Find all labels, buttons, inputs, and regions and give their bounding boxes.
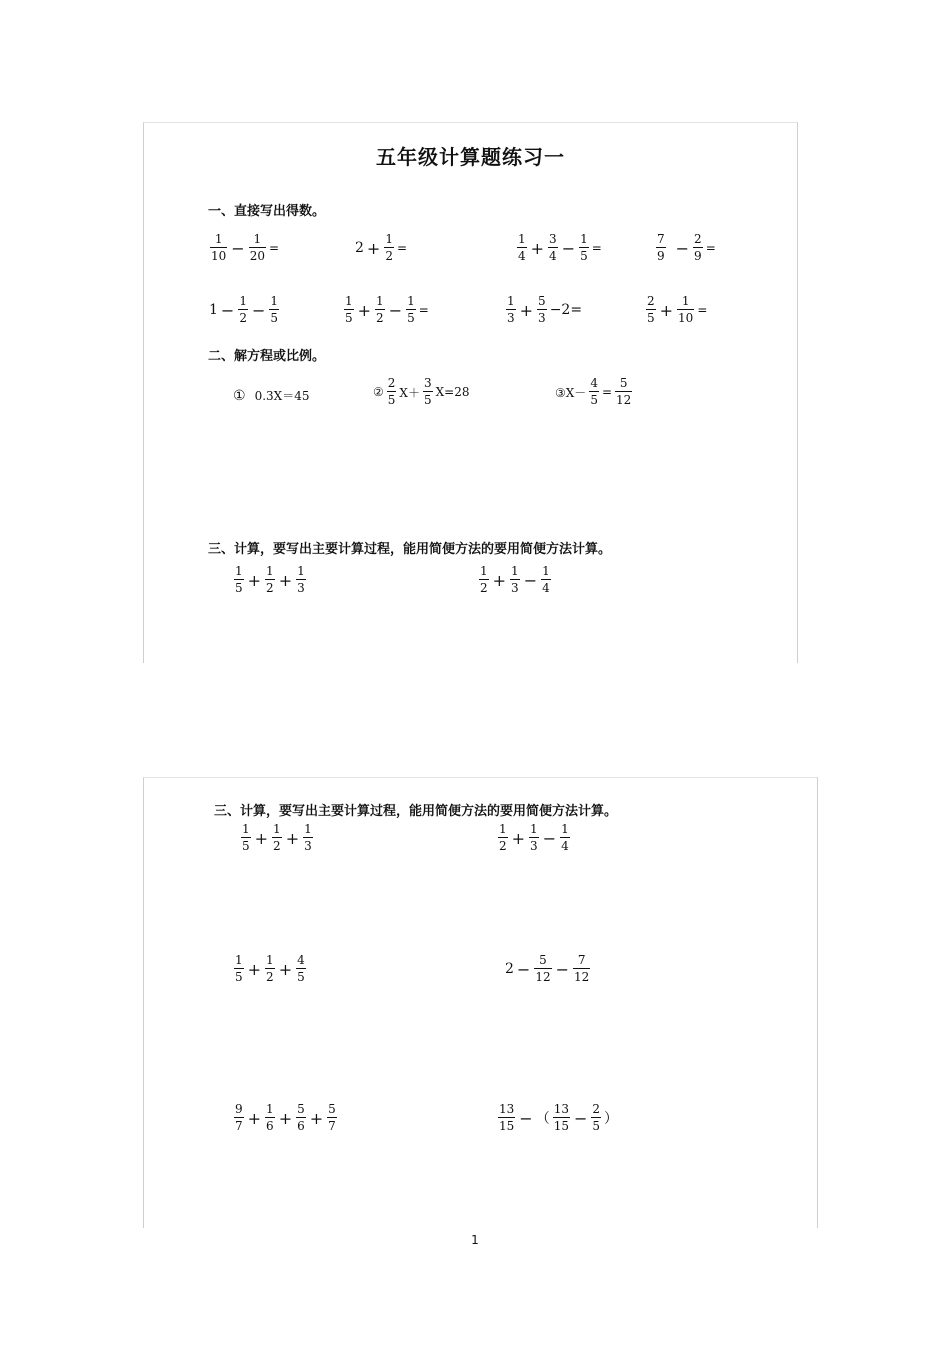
fraction: $\frac{1}{3}$ — [511, 564, 519, 595]
problem-2-1: 1 − $\frac{1}{2}$ − $\frac{1}{5}$ — [209, 294, 279, 325]
calc-problem-2: $\frac{1}{2}$ + $\frac{1}{3}$ − $\frac{1}{4}$ — [499, 822, 569, 853]
fraction: $\frac{1}{3}$ — [507, 294, 515, 325]
calc-problem-1: $\frac{1}{5}$ + $\frac{1}{2}$ + $\frac{1}{3}$ — [242, 822, 312, 853]
fraction: $\frac{1}{10}$ — [211, 232, 227, 263]
calc-problem-5: $\frac{9}{7}$ + $\frac{1}{6}$ + $\frac{5}{6}$ + $\frac{5}{7}$ — [235, 1102, 336, 1133]
section-3-heading: 三、计算，要写出主要计算过程，能用简便方法的要用简便方法计算。 — [208, 542, 612, 557]
fraction: $\frac{3}{4}$ — [549, 232, 557, 263]
fraction: $\frac{1}{5}$ — [407, 294, 415, 325]
equation-1: ① 0.3X＝45 — [233, 387, 310, 404]
fraction: $\frac{3}{5}$ — [423, 376, 432, 407]
fraction: $\frac{1}{4}$ — [518, 232, 526, 263]
fraction: $\frac{1}{3}$ — [530, 822, 538, 853]
problem-2-2: $\frac{1}{5}$ + $\frac{1}{2}$ − $\frac{1}{5}$ = — [345, 294, 429, 325]
fraction: $\frac{1}{2}$ — [376, 294, 384, 325]
fraction: $\frac{2}{9}$ — [694, 232, 702, 263]
problem-1-1: $\frac{1}{10}$ − $\frac{1}{20}$ = — [211, 232, 280, 263]
fraction: $\frac{1}{5}$ — [235, 564, 243, 595]
problem-1-4: $\frac{7}{9}$ − $\frac{2}{9}$ = — [657, 232, 716, 263]
fraction: $\frac{1}{5}$ — [242, 822, 250, 853]
fraction: $\frac{1}{4}$ — [561, 822, 569, 853]
worksheet-page-2 — [143, 777, 818, 1228]
section-3-heading-continued: 三、计算，要写出主要计算过程，能用简便方法的要用简便方法计算。 — [214, 804, 618, 819]
page-number: 1 — [471, 1233, 479, 1247]
fraction: $\frac{2}{5}$ — [647, 294, 655, 325]
fraction: $\frac{5}{12}$ — [616, 376, 632, 407]
fraction: $\frac{5}{3}$ — [538, 294, 546, 325]
fraction: $\frac{9}{7}$ — [235, 1102, 243, 1133]
fraction: $\frac{2}{5}$ — [387, 376, 396, 407]
fraction: $\frac{1}{5}$ — [345, 294, 353, 325]
fraction: $\frac{7}{12}$ — [574, 953, 590, 984]
fraction: $\frac{1}{2}$ — [266, 564, 274, 595]
fraction: $\frac{1}{2}$ — [385, 232, 393, 263]
fraction: $\frac{5}{6}$ — [297, 1102, 305, 1133]
fraction: $\frac{5}{12}$ — [535, 953, 551, 984]
problem-1-2: 2 + $\frac{1}{2}$ = — [355, 232, 408, 263]
fraction: $\frac{1}{3}$ — [304, 822, 312, 853]
fraction: $\frac{1}{20}$ — [249, 232, 265, 263]
calc-problem-2: $\frac{1}{2}$ + $\frac{1}{3}$ − $\frac{1}{4}$ — [480, 564, 550, 595]
section-2-heading: 二、解方程或比例。 — [208, 349, 326, 364]
fraction: $\frac{1}{3}$ — [297, 564, 305, 595]
section-1-heading: 一、直接写出得数。 — [208, 204, 326, 219]
calc-problem-6: $\frac{13}{15}$ − （ $\frac{13}{15}$ − $\frac{2}{5}$ ） — [499, 1102, 619, 1133]
fraction: $\frac{13}{15}$ — [553, 1102, 569, 1133]
fraction: $\frac{1}{2}$ — [499, 822, 507, 853]
fraction: $\frac{1}{2}$ — [480, 564, 488, 595]
calc-problem-4: 2 − $\frac{5}{12}$ − $\frac{7}{12}$ — [505, 953, 590, 984]
fraction: $\frac{1}{2}$ — [239, 294, 247, 325]
fraction: $\frac{1}{10}$ — [678, 294, 694, 325]
equation-2: ② $\frac{2}{5}$ X＋ $\frac{3}{5}$ X=28 — [373, 376, 470, 407]
worksheet-page-1 — [143, 122, 798, 663]
fraction: $\frac{1}{2}$ — [273, 822, 281, 853]
fraction: $\frac{4}{5}$ — [297, 953, 305, 984]
problem-2-3: $\frac{1}{3}$ + $\frac{5}{3}$ −2= — [507, 294, 583, 325]
fraction: $\frac{1}{5}$ — [235, 953, 243, 984]
fraction: $\frac{13}{15}$ — [499, 1102, 515, 1133]
equation-3: ③X－ $\frac{4}{5}$ = $\frac{5}{12}$ — [555, 376, 632, 407]
calc-problem-3: $\frac{1}{5}$ + $\frac{1}{2}$ + $\frac{4}{5}$ — [235, 953, 305, 984]
problem-2-4: $\frac{2}{5}$ + $\frac{1}{10}$ = — [647, 294, 708, 325]
fraction: $\frac{1}{5}$ — [580, 232, 588, 263]
fraction: $\frac{5}{7}$ — [328, 1102, 336, 1133]
fraction: $\frac{2}{5}$ — [592, 1102, 601, 1133]
fraction: $\frac{1}{2}$ — [266, 953, 274, 984]
worksheet-title: 五年级计算题练习一 — [376, 145, 565, 169]
fraction: $\frac{1}{6}$ — [266, 1102, 274, 1133]
fraction: $\frac{7}{9}$ — [657, 232, 665, 263]
fraction: $\frac{4}{5}$ — [590, 376, 598, 407]
fraction: $\frac{1}{4}$ — [542, 564, 550, 595]
fraction: $\frac{1}{5}$ — [270, 294, 279, 325]
calc-problem-1: $\frac{1}{5}$ + $\frac{1}{2}$ + $\frac{1}{3}$ — [235, 564, 305, 595]
problem-1-3: $\frac{1}{4}$ + $\frac{3}{4}$ − $\frac{1}{5}$ = — [518, 232, 602, 263]
